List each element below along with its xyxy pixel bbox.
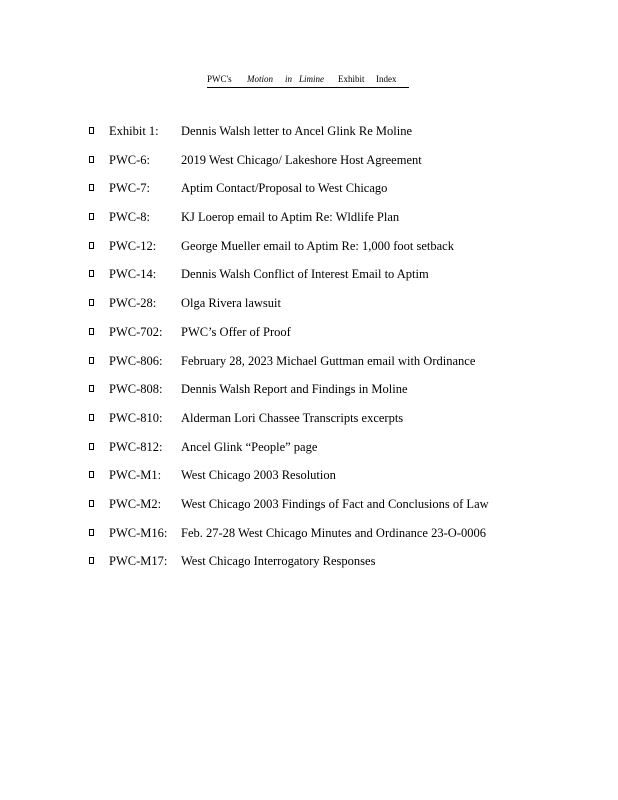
list-item	[0, 207, 618, 236]
exhibit-description: 2019 West Chicago/ Lakeshore Host Agreement	[181, 152, 422, 167]
list-item	[0, 523, 618, 552]
bullet-icon	[89, 156, 94, 163]
exhibit-description: Feb. 27-28 West Chicago Minutes and Ordinance 23-O-0006	[181, 525, 486, 540]
exhibit-id: PWC-28:	[109, 296, 157, 311]
exhibit-id: PWC-M2:	[109, 496, 162, 511]
list-item	[0, 293, 618, 322]
exhibit-id: PWC-7:	[109, 181, 150, 196]
bullet-icon	[89, 213, 94, 220]
exhibit-description: PWC’s Offer of Proof	[181, 324, 291, 339]
list-item	[0, 351, 618, 380]
exhibit-description: KJ Loerop email to Aptim Re: Wldlife Plan	[181, 210, 400, 225]
bullet-icon	[89, 357, 94, 364]
bullet-icon	[89, 127, 94, 134]
exhibit-description: February 28, 2023 Michael Guttman email with Ordinance	[181, 353, 476, 368]
page-title	[207, 73, 409, 88]
exhibit-id: PWC-8:	[109, 210, 150, 225]
exhibit-id: PWC-M16:	[109, 525, 168, 540]
title-exhibit: Exhibit	[338, 74, 365, 84]
exhibit-description: Dennis Walsh Conflict of Interest Email to Aptim	[181, 267, 429, 282]
exhibit-id: PWC-702:	[109, 324, 163, 339]
list-item	[0, 494, 618, 523]
bullet-icon	[89, 270, 94, 277]
exhibit-id: PWC-12:	[109, 238, 157, 253]
exhibit-description: Alderman Lori Chassee Transcripts excerpts	[181, 410, 404, 425]
list-item	[0, 264, 618, 293]
exhibit-description: West Chicago Interrogatory Responses	[181, 554, 376, 569]
list-item	[0, 437, 618, 466]
title-limine: Limine	[299, 74, 325, 84]
title-index: Index	[376, 74, 397, 84]
exhibit-description: Olga Rivera lawsuit	[181, 296, 281, 311]
bullet-icon	[89, 500, 94, 507]
list-item	[0, 379, 618, 408]
list-item	[0, 121, 618, 150]
bullet-icon	[89, 414, 94, 421]
title-owner: PWC's	[207, 74, 232, 84]
list-item	[0, 150, 618, 179]
bullet-icon	[89, 385, 94, 392]
bullet-icon	[89, 184, 94, 191]
exhibit-description: Dennis Walsh Report and Findings in Moline	[181, 382, 408, 397]
bullet-icon	[89, 299, 94, 306]
bullet-icon	[89, 471, 94, 478]
bullet-icon	[89, 328, 94, 335]
exhibit-description: Ancel Glink “People” page	[181, 439, 318, 454]
bullet-icon	[89, 443, 94, 450]
exhibit-description: Aptim Contact/Proposal to West Chicago	[181, 181, 388, 196]
list-item	[0, 178, 618, 207]
exhibit-id: PWC-810:	[109, 410, 163, 425]
exhibit-description: West Chicago 2003 Resolution	[181, 468, 336, 483]
list-item	[0, 551, 618, 580]
list-item	[0, 322, 618, 351]
exhibit-description: Dennis Walsh letter to Ancel Glink Re Moline	[181, 124, 413, 138]
exhibit-id: Exhibit 1:	[109, 124, 159, 138]
exhibit-id: PWC-806:	[109, 353, 163, 368]
list-item	[0, 465, 618, 494]
exhibit-id: PWC-M17:	[109, 554, 168, 569]
exhibit-description: West Chicago 2003 Findings of Fact and Conclusions of Law	[181, 496, 489, 511]
exhibit-id: PWC-14:	[109, 267, 157, 282]
title-in: in	[285, 74, 293, 84]
exhibit-id: PWC-808:	[109, 382, 163, 397]
exhibit-description: George Mueller email to Aptim Re: 1,000 foot setback	[181, 238, 454, 253]
title-motion: Motion	[247, 74, 273, 84]
bullet-icon	[89, 242, 94, 249]
list-item	[0, 408, 618, 437]
exhibit-id: PWC-M1:	[109, 468, 162, 483]
bullet-icon	[89, 529, 94, 536]
bullet-icon	[89, 557, 94, 564]
list-item	[0, 236, 618, 265]
exhibit-id: PWC-812:	[109, 439, 163, 454]
exhibit-list	[0, 121, 618, 580]
exhibit-id: PWC-6:	[109, 152, 150, 167]
